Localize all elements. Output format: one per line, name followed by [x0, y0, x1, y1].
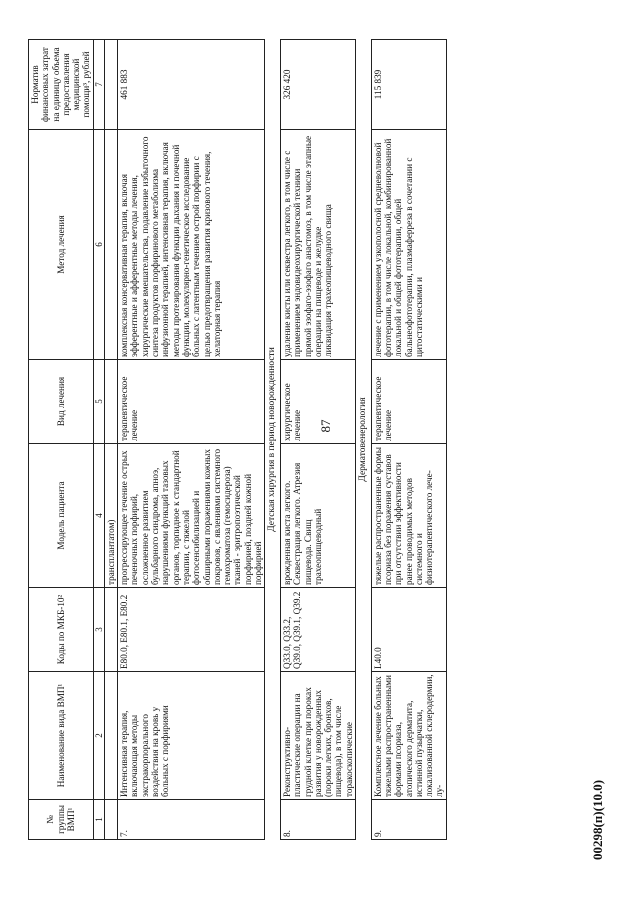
continuation-row: [104, 40, 117, 840]
continuation-text: трансплантатом): [104, 444, 117, 588]
icd-codes-cell: E80.0, E80.1, E80.2: [118, 588, 265, 672]
col-number: 5: [93, 360, 104, 444]
section-row: [265, 40, 281, 840]
vmp-name-cell: Интенсивная терапия, включающая методы экстракорпорального воздействия на кровь у больных с порфириями: [118, 672, 265, 800]
header-vmp-name: Наименование вида ВМП¹: [29, 672, 94, 800]
section-title: Дерматовенерология: [356, 40, 372, 840]
icd-codes-cell: Q33.0, Q33.2, Q39.0, Q39.1, Q39.2: [280, 588, 355, 672]
section-title: Детская хирургия в период новорожденности: [265, 40, 281, 840]
patient-model-cell: врожденная киста легкого. Секвестрация легкого. Атрезия пищевода. Свищ трахеопищеводный: [280, 444, 355, 588]
row-number: 7.: [118, 800, 265, 840]
col-number: 2: [93, 672, 104, 800]
patient-model-cell: тяжелые распространенные формы псориаза без поражения суставов при отсутствии эффективности ранее проводимых методов системного и физиотерапевтического лече-: [371, 444, 446, 588]
table-row: [280, 40, 355, 840]
treatment-method-cell: удаление кисты или секвестра легкого, в том числе с применением эндовидеохирургической техники прямой эзофаго-эзофаго анастомоз, в том числе этапные операции на пищеводе и желудке ликвидация трахеопищеводного свища: [280, 130, 355, 360]
col-number: 6: [93, 130, 104, 360]
page-number: 87: [318, 419, 333, 433]
col-number: 4: [93, 444, 104, 588]
col-number: 1: [93, 800, 104, 840]
header-icd-codes: Коды по МКБ-10²: [29, 588, 94, 672]
col-number: 3: [93, 588, 104, 672]
vmp-name-cell: Реконструктивно-пластические операции на грудной клетке при пороках развития у новорожденных (пороки легких, бронхов, пищевода), в том числе торакоскопические: [280, 672, 355, 800]
treatment-type-cell: хирургическое лечение: [280, 360, 355, 444]
column-number-row: [93, 40, 104, 840]
treatment-method-cell: комплексная консервативная терапия, включая эфферентные и афферентные методы лечения, хирургические вмешательства, подавление избыточного синтеза продуктов порфиринового метаболизма инфузионной терапией, интенсивная терапия, включая методы протезирования функции дыхания и почечной функции, молекулярно-генетическое исследование больных с латентным течением острой порфирии с целью предотвращения развития кризового течения, хелаторная терапия: [118, 130, 265, 360]
header-treatment-method: Метод лечения: [29, 130, 94, 360]
cost-cell: 326 420: [280, 40, 355, 130]
header-group-number: № группы ВМП¹: [29, 800, 94, 840]
cost-cell: 461 883: [118, 40, 265, 130]
col-number: 7: [93, 40, 104, 130]
table-row: [118, 40, 265, 840]
header-row: [29, 40, 94, 840]
header-treatment-type: Вид лечения: [29, 360, 94, 444]
footer-code: 00298(п)(10.0): [590, 779, 605, 861]
row-number: 8.: [280, 800, 355, 840]
header-patient-model: Модель пациента: [29, 444, 94, 588]
treatment-type-cell: терапевтическое лечение: [371, 360, 446, 444]
patient-model-cell: прогрессирующее течение острых печеночных порфирий, осложненное развитием бульбарного синдрома, апноэ, нарушениями функций тазовых органов, торпидное к стандартной терапии, с тяжелой фотосенсибилизацией и обширными поражениями кожных покровов, с явлениями системного гемохроматоза (гемосидероза) тканей - эритропоэтической порфирией, поздней кожной порфирией: [118, 444, 265, 588]
treatment-method-cell: лечение с применением узкополосной средневолновой фототерапии, в том числе локальной, комбинированной локальной и общей фототерапии, общей бальнеофототерапии, плазмаферреза в сочетании с цитостатическими и: [371, 130, 446, 360]
treatment-type-cell: терапевтическое лечение: [118, 360, 265, 444]
cost-cell: 115 839: [371, 40, 446, 130]
document-table: [28, 40, 593, 840]
icd-codes-cell: L40.0: [371, 588, 446, 672]
row-number: 9.: [371, 800, 446, 840]
header-cost-norm: Норматив финансовых затрат на единицу объема предоставления медицинской помощи³, рублей: [29, 40, 94, 130]
table-row: [371, 40, 446, 840]
vmp-name-cell: Комплексное лечение больных тяжелыми распространенными формами псориаза, атопического дерматита, истинной пузырчатки, локализованной склеродермии, лу-: [371, 672, 446, 800]
section-row: [356, 40, 372, 840]
